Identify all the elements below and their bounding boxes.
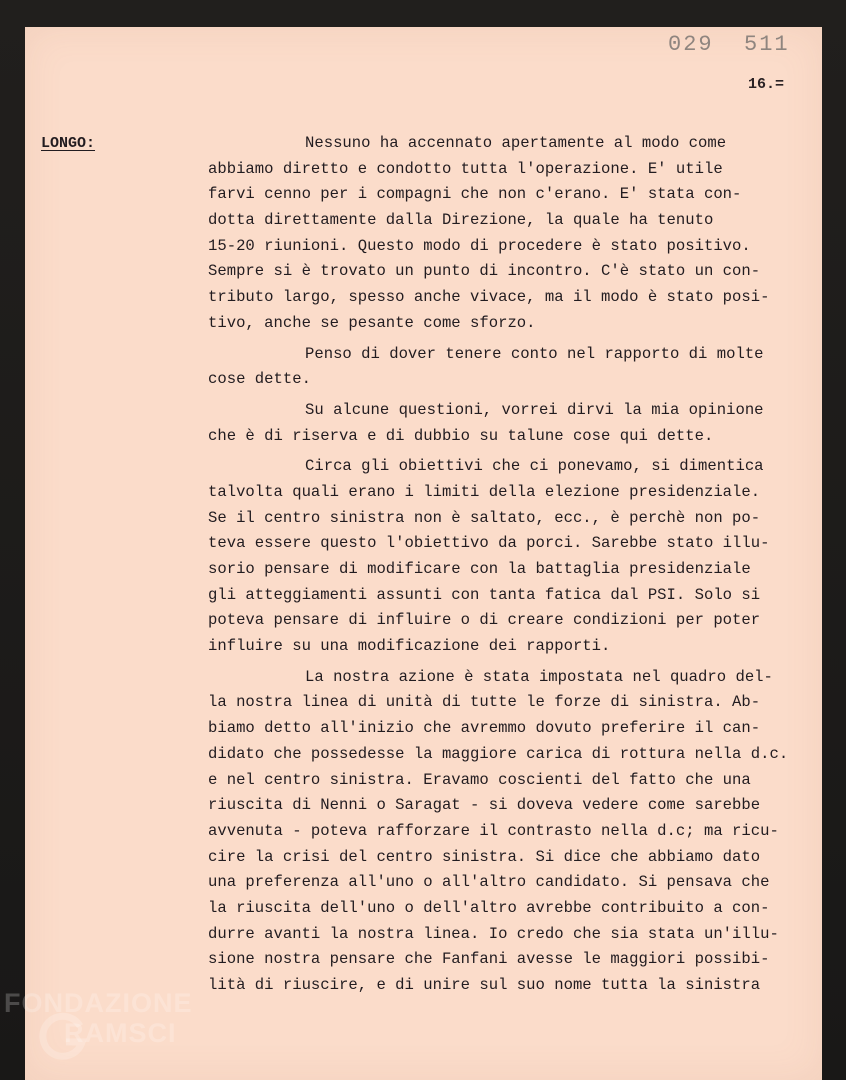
text-line: che è di riserva e di dubbio su talune cose qui dette. [208,426,714,445]
text-line: Nessuno ha accennato apertamente al modo come [305,134,727,152]
text-line: La nostra azione è stata impostata nel quadro del- [305,667,773,686]
text-line: la riuscita dell'uno o dell'altro avrebbe contribuito a con- [208,898,770,917]
text-line: tivo, anche se pesante come sforzo. [208,313,536,332]
text-line: 15-20 riunioni. Questo modo di procedere è stato positivo. [208,236,751,255]
text-line: una preferenza all'uno o all'altro candidato. Si pensava che [208,873,770,892]
text-line: tributo largo, spesso anche vivace, ma il modo è stato posi- [208,288,770,307]
text-line: cose dette. [208,370,311,389]
text-line: avvenuta - poteva rafforzare il contrasto nella d.c; ma ricu- [208,821,779,840]
text-line: e nel centro sinistra. Eravamo coscienti del fatto che una [208,770,751,789]
archive-number: 029 511 [668,32,790,57]
text-line: Penso di dover tenere conto nel rapporto di molte [305,344,764,363]
text-line: didato che possedesse la maggiore carica di rottura nella d.c. [208,744,789,763]
text-line: teva essere questo l'obiettivo da porci. Sarebbe stato illu- [208,534,770,553]
text-line: Sempre si è trovato un punto di incontro. C'è stato un con- [208,262,761,281]
text-line: cire la crisi del centro sinistra. Si dice che abbiamo dato [208,847,761,866]
fondazione-gramsci-watermark [4,988,224,1058]
text-line: sorio pensare di modificare con la battaglia presidenziale [208,560,751,578]
watermark-line-2: RAMSCI [64,1018,177,1048]
text-line: riuscita di Nenni o Saragat - si doveva vedere come sarebbe [208,796,761,815]
text-line: farvi cenno per i compagni che non c'erano. E' stata con- [208,185,742,204]
text-line: abbiamo diretto e condotto tutta l'operazione. E' utile [208,159,723,178]
text-line: lità di riuscire, e di unire sul suo nome tutta la sinistra [208,976,761,994]
text-line: Circa gli obiettivi che ci ponevamo, si dimentica [305,457,764,476]
text-line: Se il centro sinistra non è saltato, ecc., è perchè non po- [208,508,761,527]
text-line: influire su una modificazione dei rapporti. [208,637,611,656]
text-line: poteva pensare di influire o di creare condizioni per poter [208,611,761,630]
text-line: gli atteggiamenti assunti con tanta fatica dal PSI. Solo si [208,585,761,604]
page-number: 16.= [748,76,785,93]
text-line: Su alcune questioni, vorrei dirvi la mia opinione [305,400,764,419]
text-line: biamo detto all'inizio che avremmo dovuto preferire il can- [208,719,761,738]
text-line: talvolta quali erano i limiti della elezione presidenziale. [208,482,761,501]
text-line: sione nostra pensare che Fanfani avesse le maggiori possibi- [208,950,770,969]
text-line: la nostra linea di unità di tutte le forze di sinistra. Ab- [208,693,761,712]
text-line: dotta direttamente dalla Direzione, la quale ha tenuto [208,211,714,230]
speech-text [208,131,808,999]
text-line: durre avanti la nostra linea. Io credo che sia stata un'illu- [208,924,779,943]
watermark-line-1: FONDAZIONE [4,988,193,1018]
speaker-label: LONGO: [41,135,96,152]
